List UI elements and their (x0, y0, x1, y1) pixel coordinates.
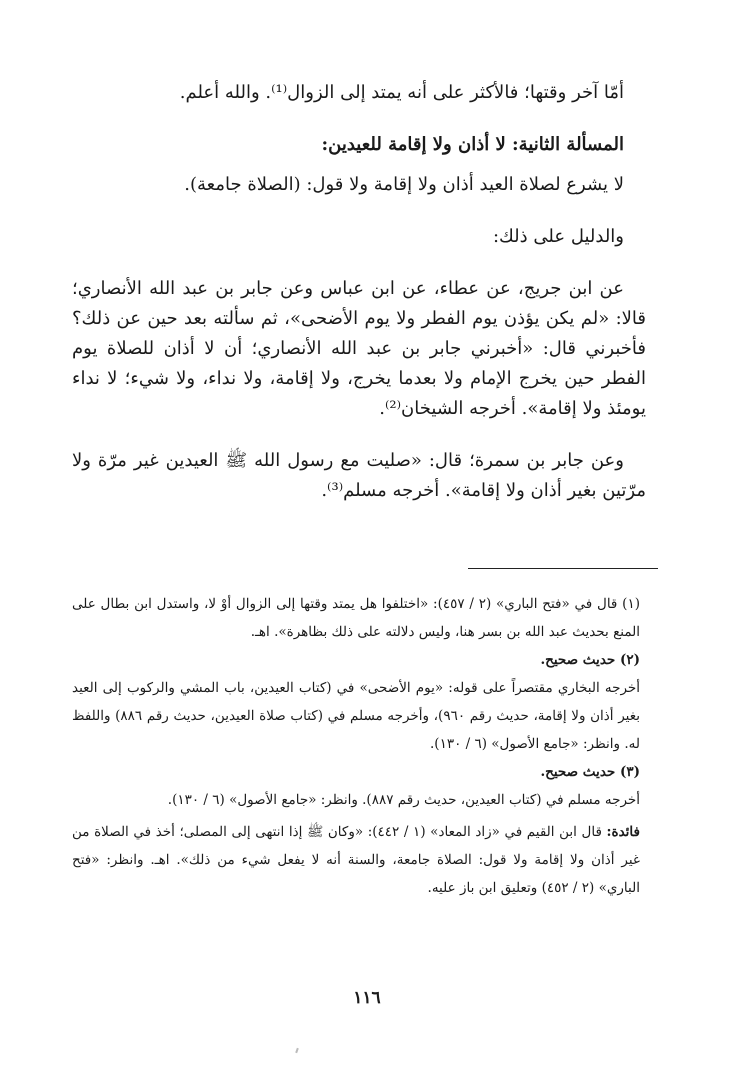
benefit-body: قال ابن القيم في «زاد المعاد» (١ / ٤٤٢): «وكان ﷺ إذا انتهى إلى المصلى؛ أخذ في الصلاة من غير أذان ولا إقامة ولا قول: الصلاة جامعة، والسنة أنه لا يفعل شيء من ذلك». اهـ. وانظر: «فتح الباري» (٢ / ٤٥٢) وتعليق ابن باز عليه. (72, 824, 640, 896)
footnote-1: (١) قال في «فتح الباري» (٢ / ٤٥٧): «اختلفوا هل يمتد وقتها إلى الزوال أوْ لا، واستدل ابن بطال على المنع بحديث عبد الله بن بسر هنا، وليس دلالته على ذلك بظاهرة». اهـ. (72, 596, 640, 640)
page-number: ١١٦ (353, 988, 381, 1008)
footnote-2-body: أخرجه البخاري مقتصراً على قوله: «يوم الأضحى» في (كتاب العيدين، باب المشي والركوب إلى العيد بغير أذان ولا إقامة، حديث رقم ٩٦٠)، وأخرجه مسلم في (كتاب صلاة العيدين، حديث رقم ٨٨٦) واللفظ له. وانظر: «جامع الأصول» (٦ / ١٣٠). (72, 680, 640, 752)
scan-speck (295, 1048, 299, 1053)
main-text (72, 78, 646, 528)
footnote-3-label: (٣) حديث صحيح. (540, 764, 640, 780)
footnote-divider (468, 568, 658, 569)
paragraph-hadith-jabir: وعن جابر بن سمرة؛ قال: «صليت مع رسول الله ﷺ العيدين غير مرّة ولا مرّتين بغير أذان ولا إقامة». أخرجه مسلم⁽³⁾. (72, 450, 646, 501)
paragraph-evidence-intro: والدليل على ذلك: (492, 226, 624, 247)
footnotes (72, 590, 656, 902)
paragraph-hadith-ibn-abbas: عن ابن جريج، عن عطاء، عن ابن عباس وعن جابر بن عبد الله الأنصاري؛ قالا: «لم يكن يؤذن يوم الفطر ولا يوم الأضحى»، ثم سألته بعد حين عن ذلك؟ فأخبرني قال: «أخبرني جابر بن عبد الله الأنصاري؛ أن لا أذان للصلاة يوم الفطر حين يخرج الإمام ولا بعدما يخرج، ولا إقامة، ولا نداء، ولا شيء؛ لا نداء يومئذ ولا إقامة». أخرجه الشيخان⁽²⁾. (72, 278, 646, 419)
footnote-2-label: (٢) حديث صحيح. (540, 652, 640, 668)
benefit-label: فائدة: (606, 824, 640, 840)
benefit-note (72, 818, 656, 902)
footnote-3-body: أخرجه مسلم في (كتاب العيدين، حديث رقم ٨٨٧). وانظر: «جامع الأصول» (٦ / ١٣٠). (167, 792, 640, 808)
paragraph-end-time: أمّا آخر وقتها؛ فالأكثر على أنه يمتد إلى الزوال⁽¹⁾. والله أعلم. (179, 82, 624, 103)
section-heading: المسألة الثانية: لا أذان ولا إقامة للعيدين: (321, 134, 624, 155)
paragraph-ruling: لا يشرع لصلاة العيد أذان ولا إقامة ولا قول: (الصلاة جامعة). (184, 174, 624, 195)
